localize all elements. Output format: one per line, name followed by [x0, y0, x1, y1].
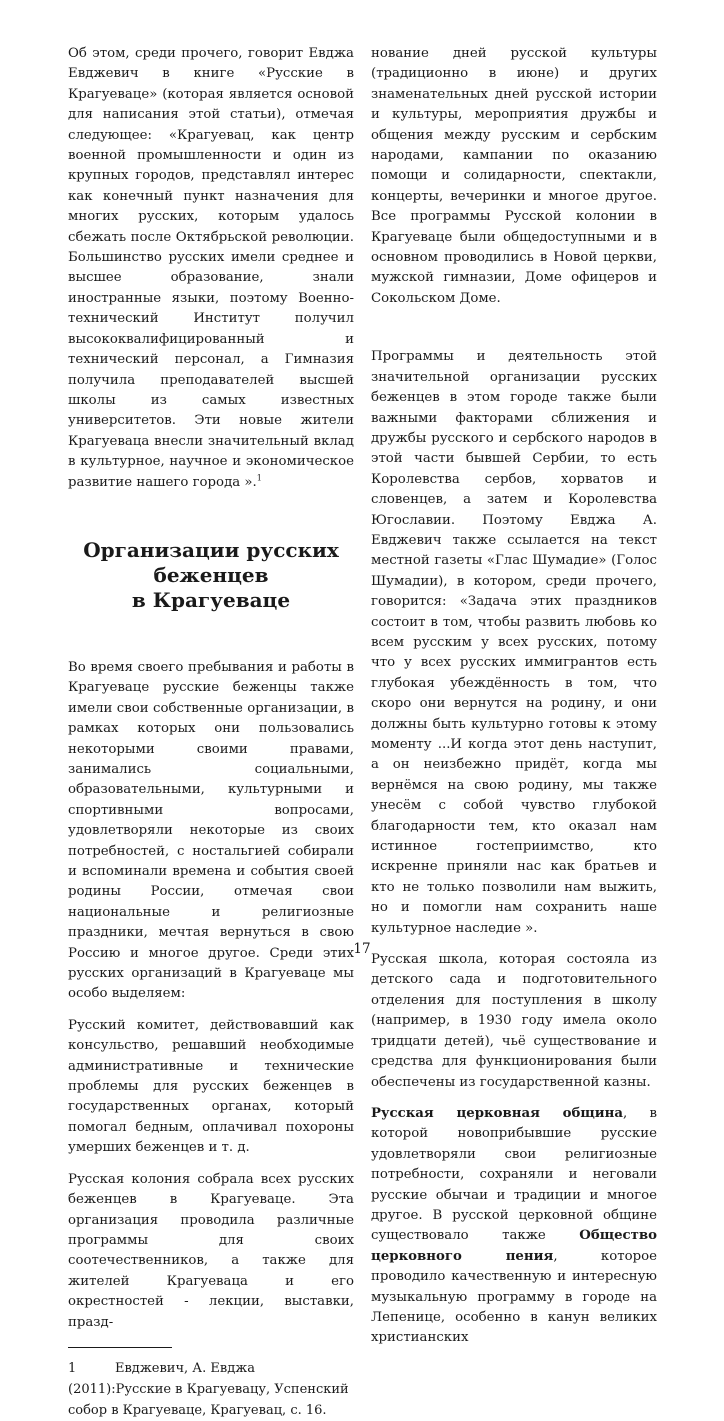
- paragraph-russian-colony: Русская колония собрала всех русских беженцев в Крагуеваце. Эта организация проводила различные программы для своих соотечественников, а также для жителей Крагуеваца и его окрестностей - лекции, выставки, празд-: [68, 1171, 354, 1330]
- footnote: [68, 1358, 354, 1421]
- section-heading-line2: в Крагуеваце: [131, 587, 291, 612]
- church-community-term: Русская церковная община: [371, 1105, 623, 1121]
- church-singing-society-term: Общество церковного пения: [371, 1228, 657, 1264]
- paragraph-russian-committee: Русский комитет, действовавший как консульство, решавший необходимые административные и технические проблемы для русских беженцев в государственных органах, который помогал бедным, оплачивал похороны умерших беженцев и т. д.: [68, 1017, 354, 1156]
- footnote-divider: [68, 1347, 172, 1348]
- footnote-number: 1: [68, 1360, 77, 1376]
- paragraph-church-community: Русская церковная община, в которой новоприбывшие русские удовлетворяли свои религиозные потребности, сохраняли и неговали русские обычаи и традиции и многое другое. В русской церковной общине существовало также Общество церковного пения, которое проводило качественную и интересную музыкальную программу в городе на Лепенице, особенно в канун великих христианских: [371, 1105, 657, 1346]
- section-heading: [68, 538, 354, 613]
- paragraph-intro-quote: Об этом, среди прочего, говорит Евджа Евджевич в книге «Русские в Крагуеваце» (которая является основой для написания этой статьи), отмечая следующее: «Крагуевац, как центр военной промышленности и один из крупных городов, представлял интерес как конечный пункт назначения для многих русских, которым удалось сбежать после Октябрьской революции. Большинство русских имели среднее и высшее образование, знали иностранные языки, поэтому Военно-технический Институт получил высококвалифицированный и технический персонал, а Гимназия получила преподавателей высшей школы из самых известных университетов. Эти новые жители Крагуеваца внесли значительный вклад в культурное, научное и экономическое развитие нашего города ».$^1$: [68, 46, 354, 490]
- right-column: [371, 44, 657, 1349]
- paragraph-organizations: Во время своего пребывания и работы в Крагуеваце русские беженцы также имели свои собственные организации, в рамках которых они пользовались некоторыми своими правами, занимались социальными, образовательными, культурными и спортивными вопросами, удовлетворяли некоторые из своих потребностей, с ностальгией собирали и вспоминали времена и события своей родины России, отмечая свои национальные и религиозные праздники, мечтая вернуться в свою Россию и многое другое. Среди этих русских организаций в Крагуеваце мы особо выделяем:: [68, 659, 354, 1002]
- footnote-text: Евджевич, А. Евджа (2011):Русские в Крагуевацу, Успенский собор в Крагуеваце, Крагуевац, с. 16.: [68, 1360, 349, 1418]
- paragraph-programs-activity: Программы и деятельность этой значительной организации русских беженцев в этом городе также были важными факторами сближения и дружбы русского и сербского народов в этой части бывшей Сербии, то есть Королевства сербов, хорватов и словенцев, а затем и Королевства Югославии. Поэтому Евджа А. Евджевич также ссылается на текст местной газеты «Глас Шумадие» (Голос Шумадии), в котором, среди прочего, говорится: «Задача этих праздников состоит в том, чтобы развить любовь ко всем русским у всех русских, потому что у всех русских иммигрантов есть глубокая убеждённость в том, что скоро они вернутся на родину, и они должны быть культурно готовы к этому моменту ...И когда этот день наступит, а он неизбежно придёт, когда мы вернёмся на свою родину, мы также унесём с собой чувство глубокой благодарности тем, кто оказал нам истинное гостеприимство, кто искренне приняли нас как братьев и кто не только позволили нам выжить, но и помогли нам сохранить наше культурное наследие ».: [371, 349, 657, 936]
- page-number: 17: [353, 941, 371, 957]
- paragraph-colony-programs: нование дней русской культуры (традиционно в июне) и других знаменательных дней русской истории и культуры, мероприятия дружбы и общения между русским и сербским народами, кампании по оказанию помощи и солидарности, спектакли, концерты, вечеринки и многое другое. Все программы Русской колонии в Крагуеваце были общедоступными и в основном проводились в Новой церкви, мужской гимназии, Доме офицеров и Сокольском Доме.: [371, 46, 657, 306]
- section-heading-line1: Организации русских беженцев: [83, 537, 339, 587]
- left-column: [68, 44, 354, 1421]
- paragraph-russian-school: Русская школа, которая состояла из детского сада и подготовительного отделения для поступления в школу (например, в 1930 году имела около тридцати детей), чьё существование и средства для функционирования были обеспечены из государственной казны.: [371, 952, 657, 1090]
- footnote-reference: 1: [256, 473, 262, 483]
